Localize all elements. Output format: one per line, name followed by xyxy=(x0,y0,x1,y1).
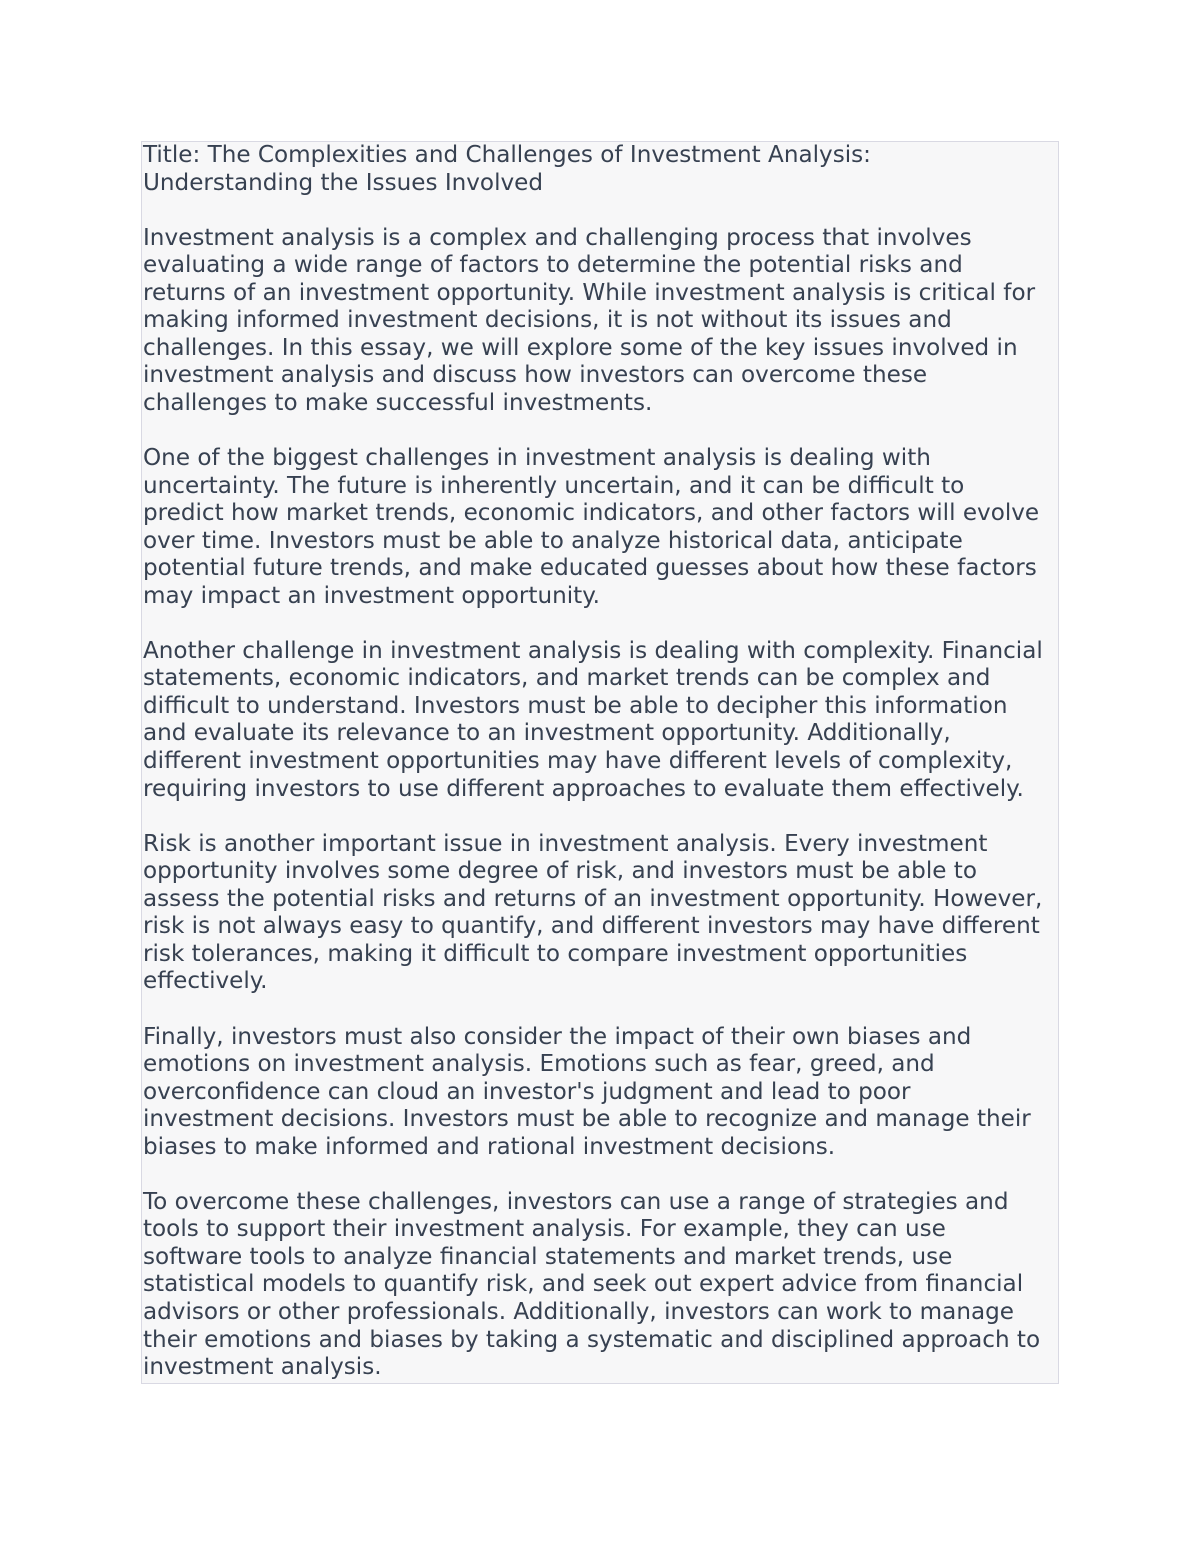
paragraph-line: statements, economic indicators, and market trends can be complex and xyxy=(143,665,991,692)
paragraph-line: difficult to understand. Investors must be able to decipher this information xyxy=(143,692,1008,719)
paragraph-gap xyxy=(143,1161,1058,1189)
paragraph-line: statistical models to quantify risk, and seek out expert advice from financial xyxy=(143,1271,1024,1298)
essay-text-box xyxy=(141,141,1059,1384)
paragraph-gap xyxy=(143,417,1058,445)
paragraph-line: evaluating a wide range of factors to determine the potential risks and xyxy=(143,252,963,279)
paragraph-complexity xyxy=(143,638,1058,803)
paragraph-line: risk tolerances, making it difficult to compare investment opportunities xyxy=(143,940,968,967)
paragraph-gap xyxy=(143,610,1058,638)
paragraph-line: investment decisions. Investors must be able to recognize and manage their xyxy=(143,1106,1031,1133)
paragraph-line: To overcome these challenges, investors can use a range of strategies and xyxy=(143,1188,1009,1215)
paragraph-line: over time. Investors must be able to analyze historical data, anticipate xyxy=(143,527,963,554)
paragraph-line: Another challenge in investment analysis is dealing with complexity. Financial xyxy=(143,637,1043,664)
document-title xyxy=(143,142,1058,197)
paragraph-line: making informed investment decisions, it is not without its issues and xyxy=(143,307,952,334)
paragraph-line: software tools to analyze financial statements and market trends, use xyxy=(143,1243,953,1270)
paragraph-line: different investment opportunities may have different levels of complexity, xyxy=(143,748,1013,775)
paragraph-gap xyxy=(143,197,1058,225)
paragraph-line: challenges to make successful investments. xyxy=(143,389,653,416)
paragraph-line: advisors or other professionals. Additionally, investors can work to manage xyxy=(143,1298,1014,1325)
paragraph-line: and evaluate its relevance to an investment opportunity. Additionally, xyxy=(143,720,951,747)
paragraph-uncertainty xyxy=(143,445,1058,610)
paragraph-line: challenges. In this essay, we will explore some of the key issues involved in xyxy=(143,334,1018,361)
paragraph-line: requiring investors to use different approaches to evaluate them effectively. xyxy=(143,775,1024,802)
paragraph-line: returns of an investment opportunity. While investment analysis is critical for xyxy=(143,279,1036,306)
paragraph-line: Finally, investors must also consider the impact of their own biases and xyxy=(143,1023,972,1050)
paragraph-line: may impact an investment opportunity. xyxy=(143,582,600,609)
paragraph-line: investment analysis and discuss how investors can overcome these xyxy=(143,362,928,389)
paragraph-gap xyxy=(143,803,1058,831)
paragraph-line: emotions on investment analysis. Emotions such as fear, greed, and xyxy=(143,1051,935,1078)
paragraph-line: uncertainty. The future is inherently uncertain, and it can be difficult to xyxy=(143,472,965,499)
paragraph-risk xyxy=(143,831,1058,996)
paragraph-line: One of the biggest challenges in investment analysis is dealing with xyxy=(143,445,931,472)
paragraph-conclusion xyxy=(143,1189,1058,1382)
paragraph-gap xyxy=(143,996,1058,1024)
paragraph-line: assess the potential risks and returns of an investment opportunity. However, xyxy=(143,885,1043,912)
title-line: Understanding the Issues Involved xyxy=(143,169,544,196)
paragraph-line: potential future trends, and make educated guesses about how these factors xyxy=(143,555,1037,582)
paragraph-line: overconfidence can cloud an investor's judgment and lead to poor xyxy=(143,1078,911,1105)
paragraph-biases xyxy=(143,1024,1058,1162)
paragraph-line: their emotions and biases by taking a systematic and disciplined approach to xyxy=(143,1326,1041,1353)
paragraph-line: biases to make informed and rational investment decisions. xyxy=(143,1133,836,1160)
paragraph-line: predict how market trends, economic indicators, and other factors will evolve xyxy=(143,500,1040,527)
paragraph-line: Risk is another important issue in investment analysis. Every investment xyxy=(143,830,988,857)
paragraph-line: tools to support their investment analysis. For example, they can use xyxy=(143,1216,946,1243)
paragraph-introduction xyxy=(143,225,1058,418)
paragraph-line: risk is not always easy to quantify, and different investors may have different xyxy=(143,913,1040,940)
paragraph-line: opportunity involves some degree of risk, and investors must be able to xyxy=(143,858,977,885)
title-line: Title: The Complexities and Challenges of Investment Analysis: xyxy=(143,142,871,168)
paragraph-line: investment analysis. xyxy=(143,1354,382,1381)
paragraph-line: Investment analysis is a complex and challenging process that involves xyxy=(143,224,972,251)
paragraph-line: effectively. xyxy=(143,968,268,995)
